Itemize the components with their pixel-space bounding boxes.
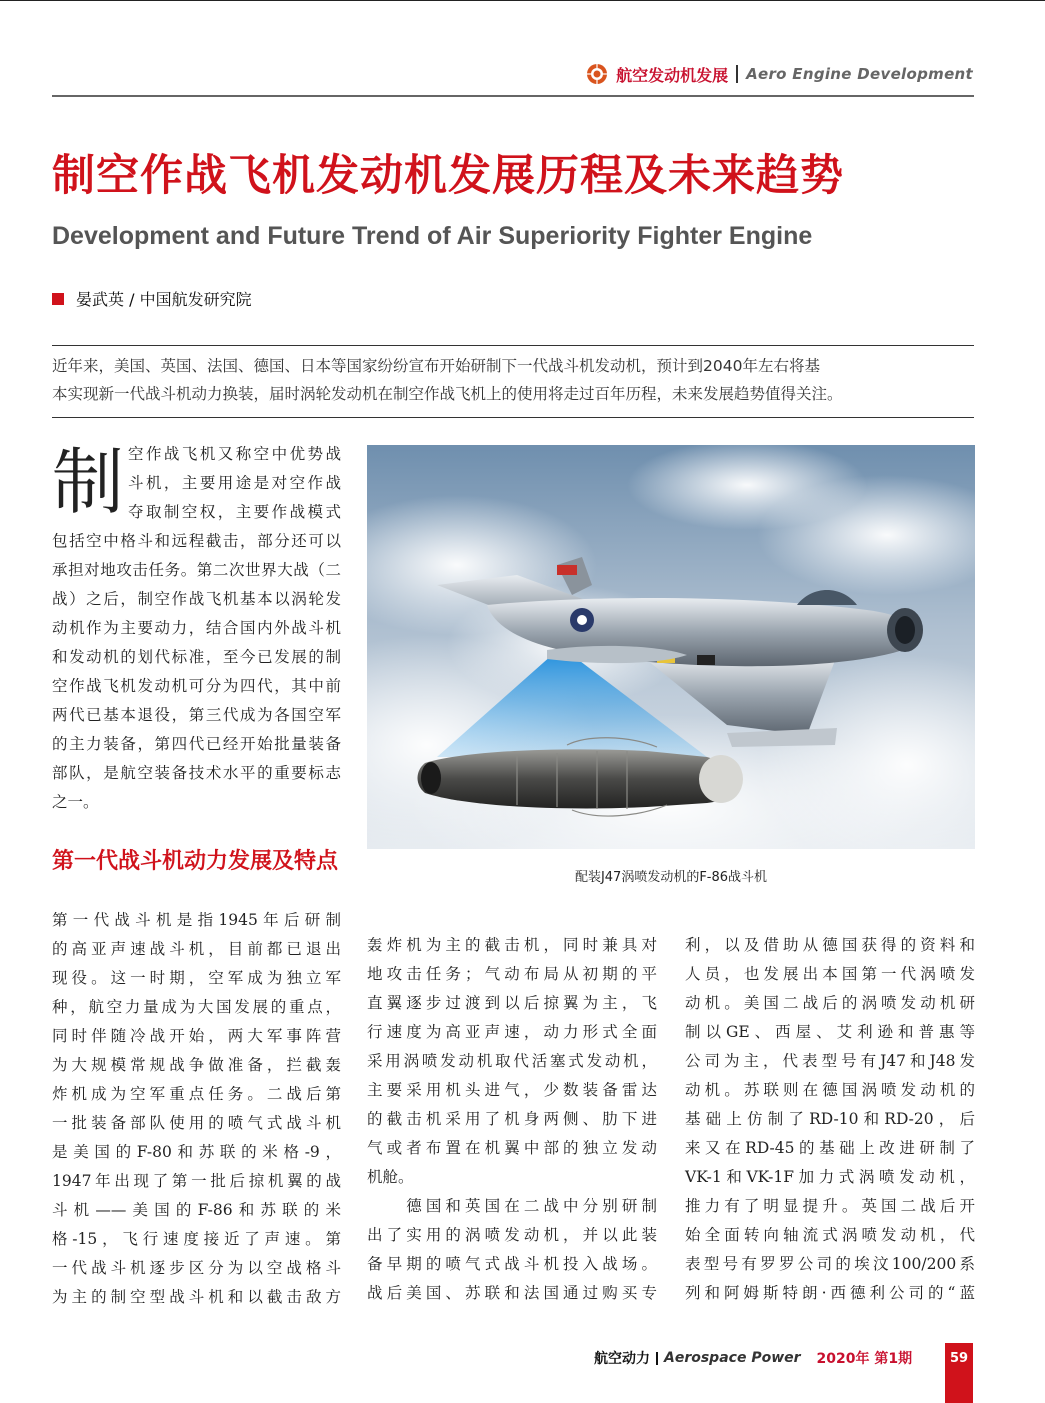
text-line: 种，航空力量成为大国发展的重点，	[52, 998, 341, 1016]
text-line: 德国和英国在二战中分别研制	[367, 1197, 657, 1215]
text-line: 一批装备部队使用的喷气式战斗机	[52, 1114, 341, 1132]
footer-divider	[656, 1352, 658, 1365]
text-line: 利，以及借助从德国获得的资料和	[685, 936, 975, 954]
text-line: 第一代战斗机是指1945年后研制	[52, 911, 341, 929]
article-title-en: Development and Future Trend of Air Superiority Fighter Engine	[52, 222, 813, 250]
text-line: 公司为主，代表型号有J47和J48发	[685, 1052, 975, 1070]
photo-caption: 配装J47涡喷发动机的F-86战斗机	[574, 870, 768, 885]
section-title: 第一代战斗机动力发展及特点	[52, 849, 339, 874]
top-border	[0, 0, 1045, 1]
text-line: 斗机，主要用途是对空作战	[128, 474, 341, 492]
f86-j47-photo	[367, 445, 975, 849]
text-line: 部队，是航空装备技术水平的重要标志	[52, 764, 341, 782]
body-column-2	[367, 931, 657, 1308]
text-line: 动机作为主要动力，结合国内外战斗机	[52, 619, 341, 637]
footer	[594, 1348, 912, 1368]
running-header	[586, 60, 973, 88]
footer-journal-en: Aerospace Power	[664, 1350, 801, 1366]
header-divider	[736, 65, 738, 83]
abstract-rule-bottom	[52, 417, 974, 418]
text-line: 气或者布置在机翼中部的独立发动	[367, 1139, 657, 1157]
page-number: 59	[945, 1343, 973, 1403]
text-line: 战）之后，制空作战飞机基本以涡轮发	[52, 590, 341, 608]
abstract-line: 近年来，美国、英国、法国、德国、日本等国家纷纷宣布开始研制下一代战斗机发动机，预计到2040年左右将基	[52, 357, 820, 375]
text-line: 动机。苏联则在德国涡喷发动机的	[685, 1081, 975, 1099]
text-line: 人员，也发展出本国第一代涡喷发	[685, 965, 975, 983]
text-line: 的主力装备，第四代已经开始批量装备	[52, 735, 341, 753]
text-line: 动机。美国二战后的涡喷发动机研	[685, 994, 975, 1012]
text-line: 1947年出现了第一批后掠机翼的战	[52, 1172, 341, 1190]
abstract	[52, 352, 974, 408]
header-journal-cn: 航空发动机发展	[616, 65, 729, 85]
text-line: 主要采用机头进气，少数装备雷达	[367, 1081, 657, 1099]
text-line: 两代已基本退役，第三代成为各国空军	[52, 706, 341, 724]
body-column-1	[52, 906, 341, 1312]
drop-cap: 制	[52, 440, 125, 524]
text-line: 空作战飞机又称空中优势战	[128, 445, 341, 463]
abstract-rule-top	[52, 345, 974, 346]
text-line: 轰炸机为主的截击机，同时兼具对	[367, 936, 657, 954]
text-line: 推力有了明显提升。英国二战后开	[685, 1197, 975, 1215]
text-line: 备早期的喷气式战斗机投入战场。	[367, 1255, 657, 1273]
text-line: 出了实用的涡喷发动机，并以此装	[367, 1226, 657, 1244]
text-line: 基础上仿制了RD-10和RD-20，后	[685, 1110, 975, 1128]
journal-logo-icon	[586, 63, 608, 85]
text-line: 同时伴随冷战开始，两大军事阵营	[52, 1027, 341, 1045]
text-line: 来又在RD-45的基础上改进研制了	[685, 1139, 975, 1157]
author-name: 晏武英 / 中国航发研究院	[76, 290, 252, 309]
text-line: 夺取制空权，主要作战模式	[128, 503, 341, 521]
text-line: 包括空中格斗和远程截击，部分还可以	[52, 532, 341, 550]
text-line: 始全面转向轴流式涡喷发动机，代	[685, 1226, 975, 1244]
intro-narrow	[128, 440, 341, 527]
text-line: 为大规模常规战争做准备，拦截轰	[52, 1056, 341, 1074]
text-line: 行速度为高亚声速，动力形式全面	[367, 1023, 657, 1041]
footer-issue: 2020年 第1期	[816, 1351, 913, 1367]
author-line	[52, 287, 252, 310]
intro-wide	[52, 527, 341, 817]
text-line: 的高亚声速战斗机，目前都已退出	[52, 940, 341, 958]
text-line: 采用涡喷发动机取代活塞式发动机，	[367, 1052, 657, 1070]
text-line: 表型号有罗罗公司的埃汶100/200系	[685, 1255, 975, 1273]
text-line: 战后美国、苏联和法国通过购买专	[367, 1284, 657, 1302]
text-line: 为主的制空型战斗机和以截击敌方	[52, 1288, 341, 1306]
text-line: 炸机成为空军重点任务。二战后第	[52, 1085, 341, 1103]
text-line: 格-15，飞行速度接近了声速。第	[52, 1230, 341, 1248]
text-line: 一代战斗机逐步区分为以空战格斗	[52, 1259, 341, 1277]
text-line: 机舱。	[367, 1168, 414, 1186]
article-title-cn: 制空作战飞机发动机发展历程及未来趋势	[52, 151, 844, 201]
text-line: 现役。这一时期，空军成为独立军	[52, 969, 341, 987]
text-line: 的截击机采用了机身两侧、肋下进	[367, 1110, 657, 1128]
text-line: 直翼逐步过渡到以后掠翼为主，飞	[367, 994, 657, 1012]
abstract-line: 本实现新一代战斗机动力换装，届时涡轮发动机在制空作战飞机上的使用将走过百年历程，未来发展趋势值得关注。	[52, 385, 843, 403]
text-line: 是美国的F-80和苏联的米格-9，	[52, 1143, 341, 1161]
text-line: 承担对地攻击任务。第二次世界大战（二	[52, 561, 341, 579]
text-line: 制以GE、西屋、艾利逊和普惠等	[685, 1023, 975, 1041]
text-line: 空作战飞机发动机可分为四代，其中前	[52, 677, 341, 695]
text-line: 和发动机的划代标准，至今已发展的制	[52, 648, 341, 666]
body-column-3	[685, 931, 975, 1308]
header-journal-en: Aero Engine Development	[746, 65, 973, 83]
text-line: 之一。	[52, 793, 99, 811]
text-line: 列和阿姆斯特朗·西德利公司的“蓝	[685, 1284, 975, 1302]
text-line: 斗机——美国的F-86和苏联的米	[52, 1201, 341, 1219]
footer-journal-cn: 航空动力	[594, 1351, 650, 1367]
author-marker-icon	[52, 293, 64, 305]
header-rule	[52, 95, 974, 97]
text-line: 地攻击任务；气动布局从初期的平	[367, 965, 657, 983]
text-line: VK-1和VK-1F加力式涡喷发动机，	[685, 1168, 975, 1186]
